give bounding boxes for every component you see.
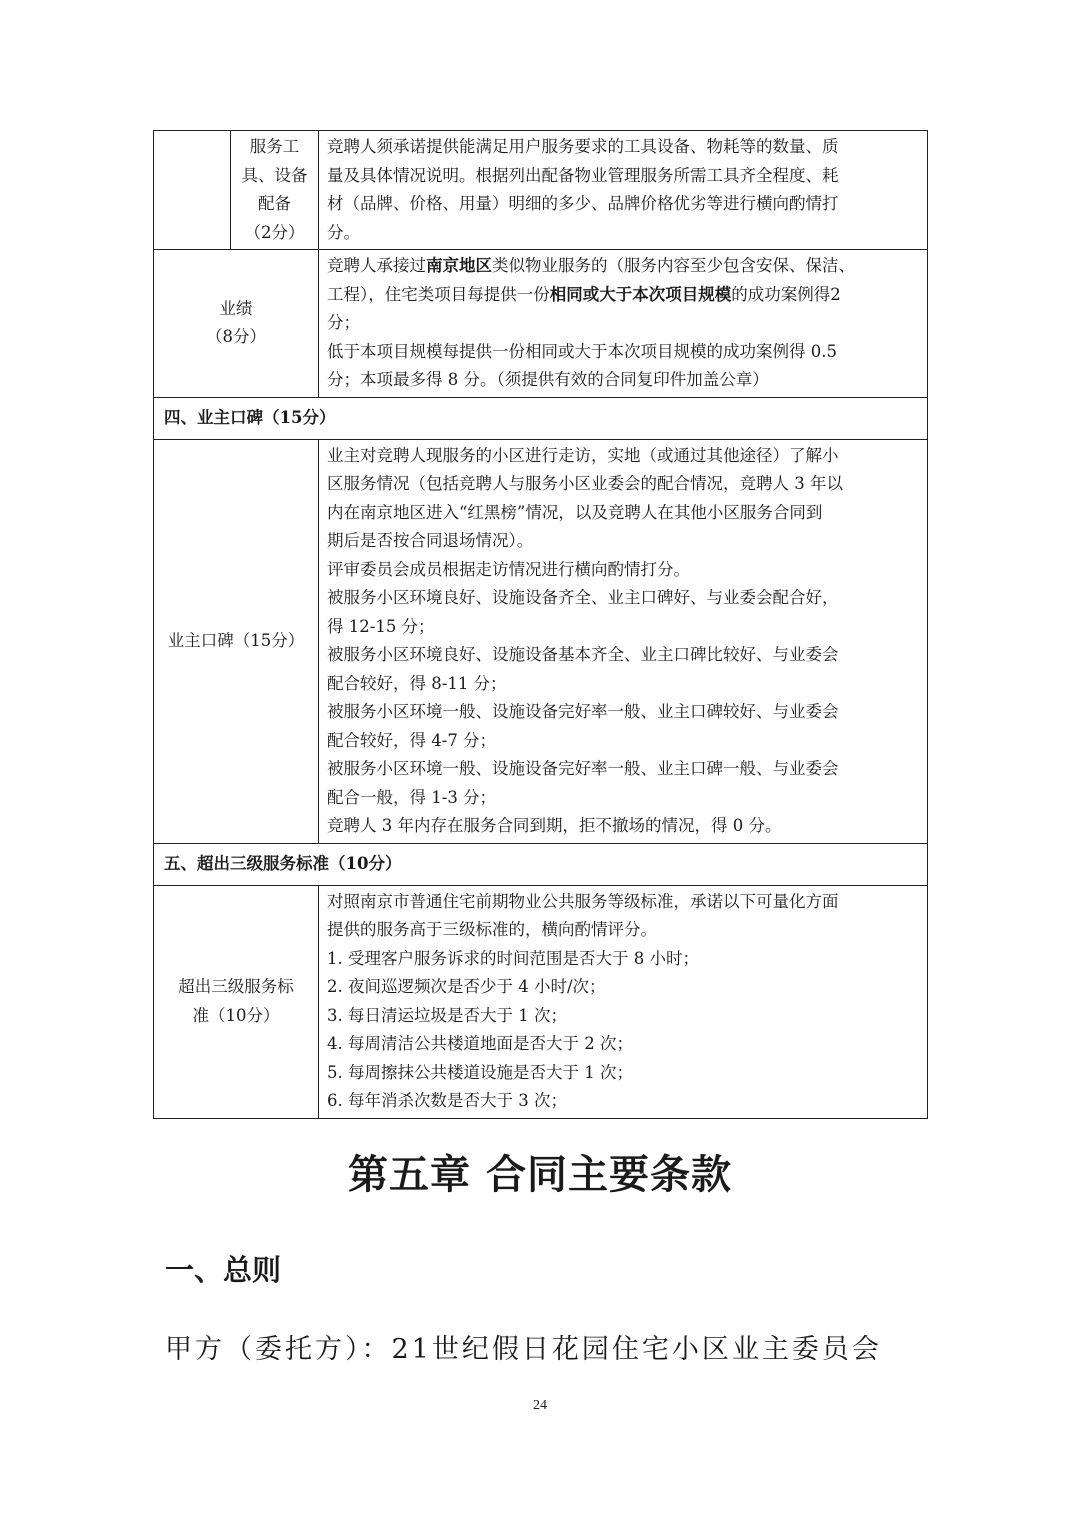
table-row-tools: [154, 131, 928, 250]
party-line: 甲方（委托方）：21世纪假日花园住宅小区业主委员会: [165, 1334, 882, 1365]
section-header-row-standard: [154, 843, 928, 885]
section-header-reputation: 四、业主口碑（15分）: [154, 397, 928, 439]
table-row-performance: [154, 250, 928, 398]
criterion-label-standard: 超出三级服务标 准（10分）: [154, 885, 319, 1118]
criterion-label-performance: 业绩 （8分）: [154, 250, 319, 398]
criterion-content-standard: 对照南京市普通住宅前期物业公共服务等级标准，承诺以下可量化方面 提供的服务高于三级标准的，横向酌情评分。 1. 受理客户服务诉求的时间范围是否大于 8 小时； 2. 夜间巡逻频次是否少于 4 小时/次； 3. 每日清运垃圾是否大于 1 次； 4. 每周清洁公共楼道地面是否大于 2 次； 5. 每周擦抹公共楼道设施是否大于 1 次； 6. 每年消杀次数是否大于 3 次；: [319, 885, 928, 1118]
empty-cell: [154, 131, 231, 250]
table-row-reputation: [154, 439, 928, 843]
section-header-standard: 五、超出三级服务标准（10分）: [154, 843, 928, 885]
criterion-content-reputation: 业主对竞聘人现服务的小区进行走访，实地（或通过其他途径）了解小 区服务情况（包括竞聘人与服务小区业委会的配合情况，竞聘人 3 年以 内在南京地区进入“红黑榜”情况，以及竞聘人在其他小区服务合同到 期后是否按合同退场情况）。 评审委员会成员根据走访情况进行横向酌情打分。 被服务小区环境良好、设施设备齐全、业主口碑好、与业委会配合好， 得 12-15 分； 被服务小区环境良好、设施设备基本齐全、业主口碑比较好、与业委会 配合较好，得 8-11 分； 被服务小区环境一般、设施设备完好率一般、业主口碑较好、与业委会 配合较好，得 4-7 分； 被服务小区环境一般、设施设备完好率一般、业主口碑一般、与业委会 配合一般，得 1-3 分； 竞聘人 3 年内存在服务合同到期，拒不撤场的情况，得 0 分。: [319, 439, 928, 843]
criterion-label-reputation: 业主口碑（15分）: [154, 439, 319, 843]
chapter-title: 第五章 合同主要条款: [348, 1152, 732, 1198]
section-header-row-reputation: [154, 397, 928, 439]
page-number: 24: [533, 1398, 547, 1413]
scoring-table: [153, 130, 928, 1119]
criterion-content-performance: 竞聘人承接过南京地区类似物业服务的（服务内容至少包含安保、保洁、 工程），住宅类项目每提供一份相同或大于本次项目规模的成功案例得2 分； 低于本项目规模每提供一份相同或大于本次项目规模的成功案例得 0.5 分；本项最多得 8 分。（须提供有效的合同复印件加盖公章）: [319, 250, 928, 398]
table-row-standard: [154, 885, 928, 1118]
section-title: 一、总则: [165, 1253, 282, 1287]
criterion-content-tools: 竞聘人须承诺提供能满足用户服务要求的工具设备、物耗等的数量、质 量及具体情况说明。根据列出配备物业管理服务所需工具齐全程度、耗 材（品牌、价格、用量）明细的多少、品牌价格优劣等进行横向酌情打 分。: [319, 131, 928, 250]
criterion-label-tools: 服务工 具、设备 配备 （2分）: [231, 131, 319, 250]
